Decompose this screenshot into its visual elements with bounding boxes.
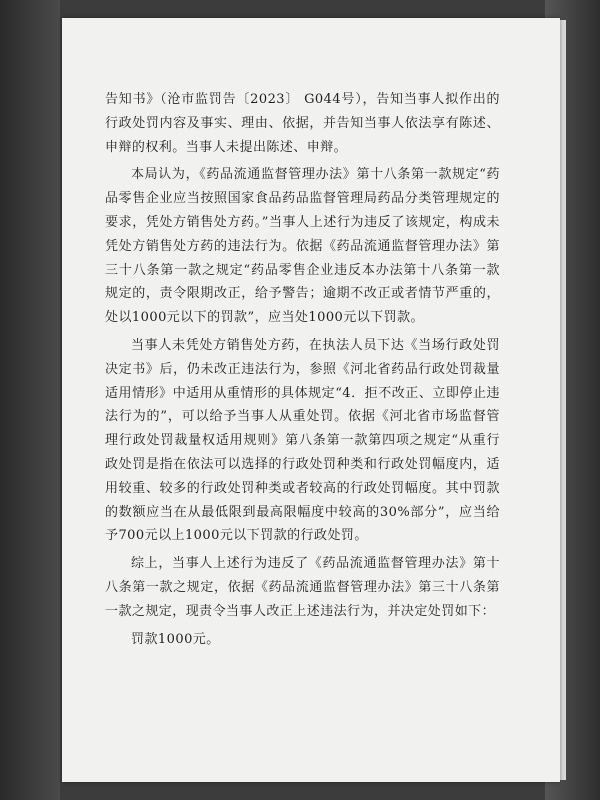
document-body (105, 88, 500, 655)
paper-stack-edge (560, 20, 566, 780)
paragraph-2: 本局认为，《药品流通监督管理办法》第十八条第一款规定“药品零售企业应当按照国家食品药品监督管理局药品分类管理规定的要求，凭处方销售处方药。”当事人上述行为违反了该规定，构成未凭处方销售处方药的违法行为。依据《药品流通监督管理办法》第三十八条第一款之规定“药品零售企业违反本办法第十八条第一款规定的，责令限期改正，给予警告；逾期不改正或者情节严重的，处以1000元以下的罚款”，应当处1000元以下罚款。 (105, 167, 500, 326)
paragraph-5: 罚款1000元。 (131, 631, 220, 647)
background-left (0, 0, 60, 800)
paragraph-3: 当事人未凭处方销售处方药，在执法人员下达《当场行政处罚决定书》后，仍未改正违法行为，参照《河北省药品行政处罚裁量适用情形》中适用从重情形的具体规定“4．拒不改正、立即停止违法行为的”，可以给予当事人从重处罚。依据《河北省市场监督管理行政处罚裁量权适用规则》第八条第一款第四项之规定“从重行政处罚是指在依法可以选择的行政处罚种类和行政处罚幅度内，适用较重、较多的行政处罚种类或者较高的行政处罚幅度。其中罚款的数额应当在从最低限到最高限幅度中较高的30%部分”，应当给予700元以上1000元以下罚款的行政处罚。 (105, 337, 500, 544)
paragraph-1: 告知书》（沧市监罚告〔2023〕 G044号），告知当事人拟作出的行政处罚内容及事实、理由、依据，并告知当事人依法享有陈述、申辩的权利。当事人未提出陈述、申辩。 (105, 92, 500, 155)
paragraph-4: 综上，当事人上述行为违反了《药品流通监督管理办法》第十八条第一款之规定，依据《药品流通监督管理办法》第三十八条第一款之规定，现责令当事人改正上述违法行为，并决定处罚如下： (105, 556, 500, 619)
